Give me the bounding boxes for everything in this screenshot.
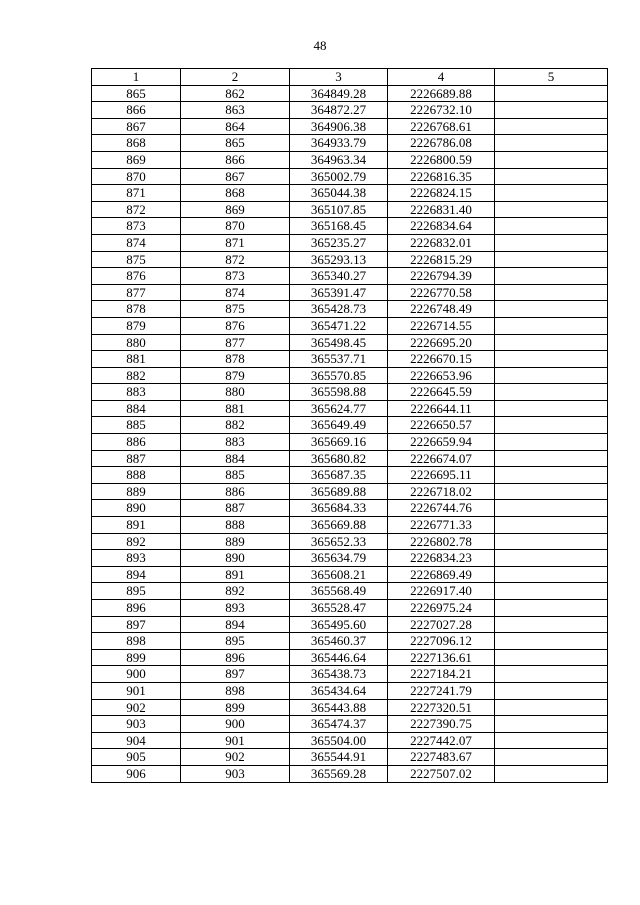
- reference-number-cell: 900: [181, 716, 290, 733]
- x-coordinate-cell: 364963.34: [290, 151, 388, 168]
- y-coordinate-cell: 2226834.64: [388, 218, 495, 235]
- table-row: [92, 301, 608, 318]
- notes-cell: [495, 533, 608, 550]
- y-coordinate-cell: 2226695.11: [388, 467, 495, 484]
- y-coordinate-cell: 2226714.55: [388, 317, 495, 334]
- y-coordinate-cell: 2226824.15: [388, 185, 495, 202]
- column-header-3: 3: [290, 69, 388, 86]
- reference-number-cell: 878: [181, 351, 290, 368]
- y-coordinate-cell: 2226695.20: [388, 334, 495, 351]
- table-row: [92, 185, 608, 202]
- y-coordinate-cell: 2227507.02: [388, 765, 495, 782]
- column-header-4: 4: [388, 69, 495, 86]
- y-coordinate-cell: 2226718.02: [388, 483, 495, 500]
- table-row: [92, 533, 608, 550]
- notes-cell: [495, 633, 608, 650]
- x-coordinate-cell: 365168.45: [290, 218, 388, 235]
- point-number-cell: 887: [92, 450, 181, 467]
- notes-cell: [495, 151, 608, 168]
- x-coordinate-cell: 365669.16: [290, 434, 388, 451]
- table-row: [92, 633, 608, 650]
- reference-number-cell: 899: [181, 699, 290, 716]
- y-coordinate-cell: 2227483.67: [388, 749, 495, 766]
- reference-number-cell: 876: [181, 317, 290, 334]
- table-row: [92, 682, 608, 699]
- x-coordinate-cell: 365044.38: [290, 185, 388, 202]
- y-coordinate-cell: 2227390.75: [388, 716, 495, 733]
- point-number-cell: 879: [92, 317, 181, 334]
- y-coordinate-cell: 2226786.08: [388, 135, 495, 152]
- x-coordinate-cell: 365684.33: [290, 500, 388, 517]
- reference-number-cell: 888: [181, 517, 290, 534]
- notes-cell: [495, 201, 608, 218]
- x-coordinate-cell: 364906.38: [290, 118, 388, 135]
- reference-number-cell: 881: [181, 400, 290, 417]
- reference-number-cell: 875: [181, 301, 290, 318]
- reference-number-cell: 870: [181, 218, 290, 235]
- reference-number-cell: 869: [181, 201, 290, 218]
- table-row: [92, 85, 608, 102]
- point-number-cell: 903: [92, 716, 181, 733]
- notes-cell: [495, 765, 608, 782]
- x-coordinate-cell: 365634.79: [290, 550, 388, 567]
- table-row: [92, 765, 608, 782]
- table-row: [92, 483, 608, 500]
- reference-number-cell: 867: [181, 168, 290, 185]
- point-number-cell: 906: [92, 765, 181, 782]
- y-coordinate-cell: 2226748.49: [388, 301, 495, 318]
- y-coordinate-cell: 2227241.79: [388, 682, 495, 699]
- x-coordinate-cell: 365434.64: [290, 682, 388, 699]
- point-number-cell: 893: [92, 550, 181, 567]
- table-row: [92, 334, 608, 351]
- reference-number-cell: 863: [181, 102, 290, 119]
- table-row: [92, 251, 608, 268]
- table-row: [92, 732, 608, 749]
- reference-number-cell: 871: [181, 234, 290, 251]
- reference-number-cell: 891: [181, 566, 290, 583]
- point-number-cell: 886: [92, 434, 181, 451]
- point-number-cell: 899: [92, 649, 181, 666]
- x-coordinate-cell: 365498.45: [290, 334, 388, 351]
- y-coordinate-cell: 2226771.33: [388, 517, 495, 534]
- table-row: [92, 434, 608, 451]
- x-coordinate-cell: 364933.79: [290, 135, 388, 152]
- table-row: [92, 699, 608, 716]
- y-coordinate-cell: 2226794.39: [388, 268, 495, 285]
- table-row: [92, 566, 608, 583]
- y-coordinate-cell: 2226670.15: [388, 351, 495, 368]
- x-coordinate-cell: 365652.33: [290, 533, 388, 550]
- point-number-cell: 875: [92, 251, 181, 268]
- point-number-cell: 889: [92, 483, 181, 500]
- table-row: [92, 151, 608, 168]
- notes-cell: [495, 384, 608, 401]
- reference-number-cell: 885: [181, 467, 290, 484]
- x-coordinate-cell: 364872.27: [290, 102, 388, 119]
- notes-cell: [495, 716, 608, 733]
- y-coordinate-cell: 2227027.28: [388, 616, 495, 633]
- reference-number-cell: 903: [181, 765, 290, 782]
- x-coordinate-cell: 365504.00: [290, 732, 388, 749]
- reference-number-cell: 901: [181, 732, 290, 749]
- point-number-cell: 865: [92, 85, 181, 102]
- point-number-cell: 904: [92, 732, 181, 749]
- notes-cell: [495, 749, 608, 766]
- table-row: [92, 649, 608, 666]
- y-coordinate-cell: 2226800.59: [388, 151, 495, 168]
- table-row: [92, 616, 608, 633]
- y-coordinate-cell: 2226689.88: [388, 85, 495, 102]
- notes-cell: [495, 301, 608, 318]
- point-number-cell: 878: [92, 301, 181, 318]
- x-coordinate-cell: 364849.28: [290, 85, 388, 102]
- reference-number-cell: 897: [181, 666, 290, 683]
- coordinates-table: [91, 68, 608, 783]
- x-coordinate-cell: 365570.85: [290, 367, 388, 384]
- point-number-cell: 868: [92, 135, 181, 152]
- x-coordinate-cell: 365002.79: [290, 168, 388, 185]
- reference-number-cell: 889: [181, 533, 290, 550]
- point-number-cell: 885: [92, 417, 181, 434]
- point-number-cell: 888: [92, 467, 181, 484]
- reference-number-cell: 892: [181, 583, 290, 600]
- point-number-cell: 876: [92, 268, 181, 285]
- reference-number-cell: 893: [181, 600, 290, 617]
- point-number-cell: 892: [92, 533, 181, 550]
- column-header-1: 1: [92, 69, 181, 86]
- notes-cell: [495, 732, 608, 749]
- table-row: [92, 467, 608, 484]
- table-row: [92, 550, 608, 567]
- x-coordinate-cell: 365293.13: [290, 251, 388, 268]
- reference-number-cell: 890: [181, 550, 290, 567]
- point-number-cell: 870: [92, 168, 181, 185]
- table-row: [92, 384, 608, 401]
- point-number-cell: 867: [92, 118, 181, 135]
- reference-number-cell: 872: [181, 251, 290, 268]
- notes-cell: [495, 118, 608, 135]
- notes-cell: [495, 682, 608, 699]
- y-coordinate-cell: 2227442.07: [388, 732, 495, 749]
- x-coordinate-cell: 365537.71: [290, 351, 388, 368]
- point-number-cell: 871: [92, 185, 181, 202]
- reference-number-cell: 865: [181, 135, 290, 152]
- y-coordinate-cell: 2226869.49: [388, 566, 495, 583]
- reference-number-cell: 862: [181, 85, 290, 102]
- table-row: [92, 583, 608, 600]
- y-coordinate-cell: 2226975.24: [388, 600, 495, 617]
- reference-number-cell: 894: [181, 616, 290, 633]
- notes-cell: [495, 102, 608, 119]
- y-coordinate-cell: 2226653.96: [388, 367, 495, 384]
- table-row: [92, 201, 608, 218]
- x-coordinate-cell: 365528.47: [290, 600, 388, 617]
- x-coordinate-cell: 365474.37: [290, 716, 388, 733]
- y-coordinate-cell: 2226650.57: [388, 417, 495, 434]
- notes-cell: [495, 450, 608, 467]
- notes-cell: [495, 284, 608, 301]
- x-coordinate-cell: 365569.28: [290, 765, 388, 782]
- y-coordinate-cell: 2226832.01: [388, 234, 495, 251]
- table-row: [92, 284, 608, 301]
- point-number-cell: 866: [92, 102, 181, 119]
- notes-cell: [495, 334, 608, 351]
- reference-number-cell: 887: [181, 500, 290, 517]
- y-coordinate-cell: 2227184.21: [388, 666, 495, 683]
- notes-cell: [495, 550, 608, 567]
- notes-cell: [495, 234, 608, 251]
- table-row: [92, 417, 608, 434]
- table-row: [92, 268, 608, 285]
- reference-number-cell: 868: [181, 185, 290, 202]
- table-row: [92, 500, 608, 517]
- x-coordinate-cell: 365544.91: [290, 749, 388, 766]
- y-coordinate-cell: 2226659.94: [388, 434, 495, 451]
- reference-number-cell: 895: [181, 633, 290, 650]
- reference-number-cell: 883: [181, 434, 290, 451]
- notes-cell: [495, 467, 608, 484]
- point-number-cell: 896: [92, 600, 181, 617]
- point-number-cell: 884: [92, 400, 181, 417]
- y-coordinate-cell: 2226802.78: [388, 533, 495, 550]
- x-coordinate-cell: 365471.22: [290, 317, 388, 334]
- reference-number-cell: 898: [181, 682, 290, 699]
- y-coordinate-cell: 2226744.76: [388, 500, 495, 517]
- table-row: [92, 218, 608, 235]
- x-coordinate-cell: 365680.82: [290, 450, 388, 467]
- y-coordinate-cell: 2226917.40: [388, 583, 495, 600]
- table-row: [92, 135, 608, 152]
- point-number-cell: 900: [92, 666, 181, 683]
- reference-number-cell: 879: [181, 367, 290, 384]
- notes-cell: [495, 400, 608, 417]
- point-number-cell: 869: [92, 151, 181, 168]
- point-number-cell: 902: [92, 699, 181, 716]
- point-number-cell: 897: [92, 616, 181, 633]
- notes-cell: [495, 566, 608, 583]
- x-coordinate-cell: 365235.27: [290, 234, 388, 251]
- notes-cell: [495, 85, 608, 102]
- y-coordinate-cell: 2226645.59: [388, 384, 495, 401]
- table-row: [92, 317, 608, 334]
- reference-number-cell: 886: [181, 483, 290, 500]
- point-number-cell: 905: [92, 749, 181, 766]
- x-coordinate-cell: 365460.37: [290, 633, 388, 650]
- table-row: [92, 367, 608, 384]
- notes-cell: [495, 434, 608, 451]
- y-coordinate-cell: 2226732.10: [388, 102, 495, 119]
- y-coordinate-cell: 2227136.61: [388, 649, 495, 666]
- point-number-cell: 901: [92, 682, 181, 699]
- notes-cell: [495, 583, 608, 600]
- point-number-cell: 880: [92, 334, 181, 351]
- y-coordinate-cell: 2226815.29: [388, 251, 495, 268]
- x-coordinate-cell: 365689.88: [290, 483, 388, 500]
- table-row: [92, 450, 608, 467]
- notes-cell: [495, 699, 608, 716]
- y-coordinate-cell: 2226831.40: [388, 201, 495, 218]
- notes-cell: [495, 600, 608, 617]
- y-coordinate-cell: 2227320.51: [388, 699, 495, 716]
- reference-number-cell: 896: [181, 649, 290, 666]
- x-coordinate-cell: 365391.47: [290, 284, 388, 301]
- point-number-cell: 898: [92, 633, 181, 650]
- table-row: [92, 168, 608, 185]
- x-coordinate-cell: 365608.21: [290, 566, 388, 583]
- x-coordinate-cell: 365107.85: [290, 201, 388, 218]
- notes-cell: [495, 666, 608, 683]
- page-number: 48: [313, 38, 327, 53]
- x-coordinate-cell: 365446.64: [290, 649, 388, 666]
- x-coordinate-cell: 365649.49: [290, 417, 388, 434]
- table-body: [92, 85, 608, 782]
- y-coordinate-cell: 2226834.23: [388, 550, 495, 567]
- notes-cell: [495, 317, 608, 334]
- x-coordinate-cell: 365438.73: [290, 666, 388, 683]
- notes-cell: [495, 218, 608, 235]
- point-number-cell: 894: [92, 566, 181, 583]
- point-number-cell: 883: [92, 384, 181, 401]
- notes-cell: [495, 616, 608, 633]
- table-row: [92, 716, 608, 733]
- x-coordinate-cell: 365495.60: [290, 616, 388, 633]
- notes-cell: [495, 367, 608, 384]
- y-coordinate-cell: 2226674.07: [388, 450, 495, 467]
- column-header-2: 2: [181, 69, 290, 86]
- y-coordinate-cell: 2226644.11: [388, 400, 495, 417]
- table-row: [92, 600, 608, 617]
- point-number-cell: 874: [92, 234, 181, 251]
- table-row: [92, 517, 608, 534]
- table-row: [92, 234, 608, 251]
- point-number-cell: 890: [92, 500, 181, 517]
- point-number-cell: 872: [92, 201, 181, 218]
- point-number-cell: 877: [92, 284, 181, 301]
- x-coordinate-cell: 365340.27: [290, 268, 388, 285]
- y-coordinate-cell: 2226770.58: [388, 284, 495, 301]
- point-number-cell: 895: [92, 583, 181, 600]
- table-row: [92, 118, 608, 135]
- y-coordinate-cell: 2227096.12: [388, 633, 495, 650]
- table-header: [92, 69, 608, 86]
- notes-cell: [495, 351, 608, 368]
- table-row: [92, 666, 608, 683]
- reference-number-cell: 864: [181, 118, 290, 135]
- y-coordinate-cell: 2226768.61: [388, 118, 495, 135]
- notes-cell: [495, 135, 608, 152]
- point-number-cell: 891: [92, 517, 181, 534]
- notes-cell: [495, 417, 608, 434]
- notes-cell: [495, 185, 608, 202]
- reference-number-cell: 882: [181, 417, 290, 434]
- table-row: [92, 351, 608, 368]
- notes-cell: [495, 500, 608, 517]
- x-coordinate-cell: 365443.88: [290, 699, 388, 716]
- notes-cell: [495, 517, 608, 534]
- reference-number-cell: 866: [181, 151, 290, 168]
- x-coordinate-cell: 365598.88: [290, 384, 388, 401]
- x-coordinate-cell: 365624.77: [290, 400, 388, 417]
- notes-cell: [495, 483, 608, 500]
- reference-number-cell: 884: [181, 450, 290, 467]
- x-coordinate-cell: 365669.88: [290, 517, 388, 534]
- reference-number-cell: 877: [181, 334, 290, 351]
- point-number-cell: 873: [92, 218, 181, 235]
- point-number-cell: 881: [92, 351, 181, 368]
- notes-cell: [495, 268, 608, 285]
- reference-number-cell: 874: [181, 284, 290, 301]
- notes-cell: [495, 251, 608, 268]
- x-coordinate-cell: 365428.73: [290, 301, 388, 318]
- reference-number-cell: 902: [181, 749, 290, 766]
- table-row: [92, 102, 608, 119]
- x-coordinate-cell: 365568.49: [290, 583, 388, 600]
- reference-number-cell: 873: [181, 268, 290, 285]
- header-row: [92, 69, 608, 86]
- point-number-cell: 882: [92, 367, 181, 384]
- x-coordinate-cell: 365687.35: [290, 467, 388, 484]
- notes-cell: [495, 168, 608, 185]
- reference-number-cell: 880: [181, 384, 290, 401]
- table-row: [92, 400, 608, 417]
- notes-cell: [495, 649, 608, 666]
- table-row: [92, 749, 608, 766]
- column-header-5: 5: [495, 69, 608, 86]
- y-coordinate-cell: 2226816.35: [388, 168, 495, 185]
